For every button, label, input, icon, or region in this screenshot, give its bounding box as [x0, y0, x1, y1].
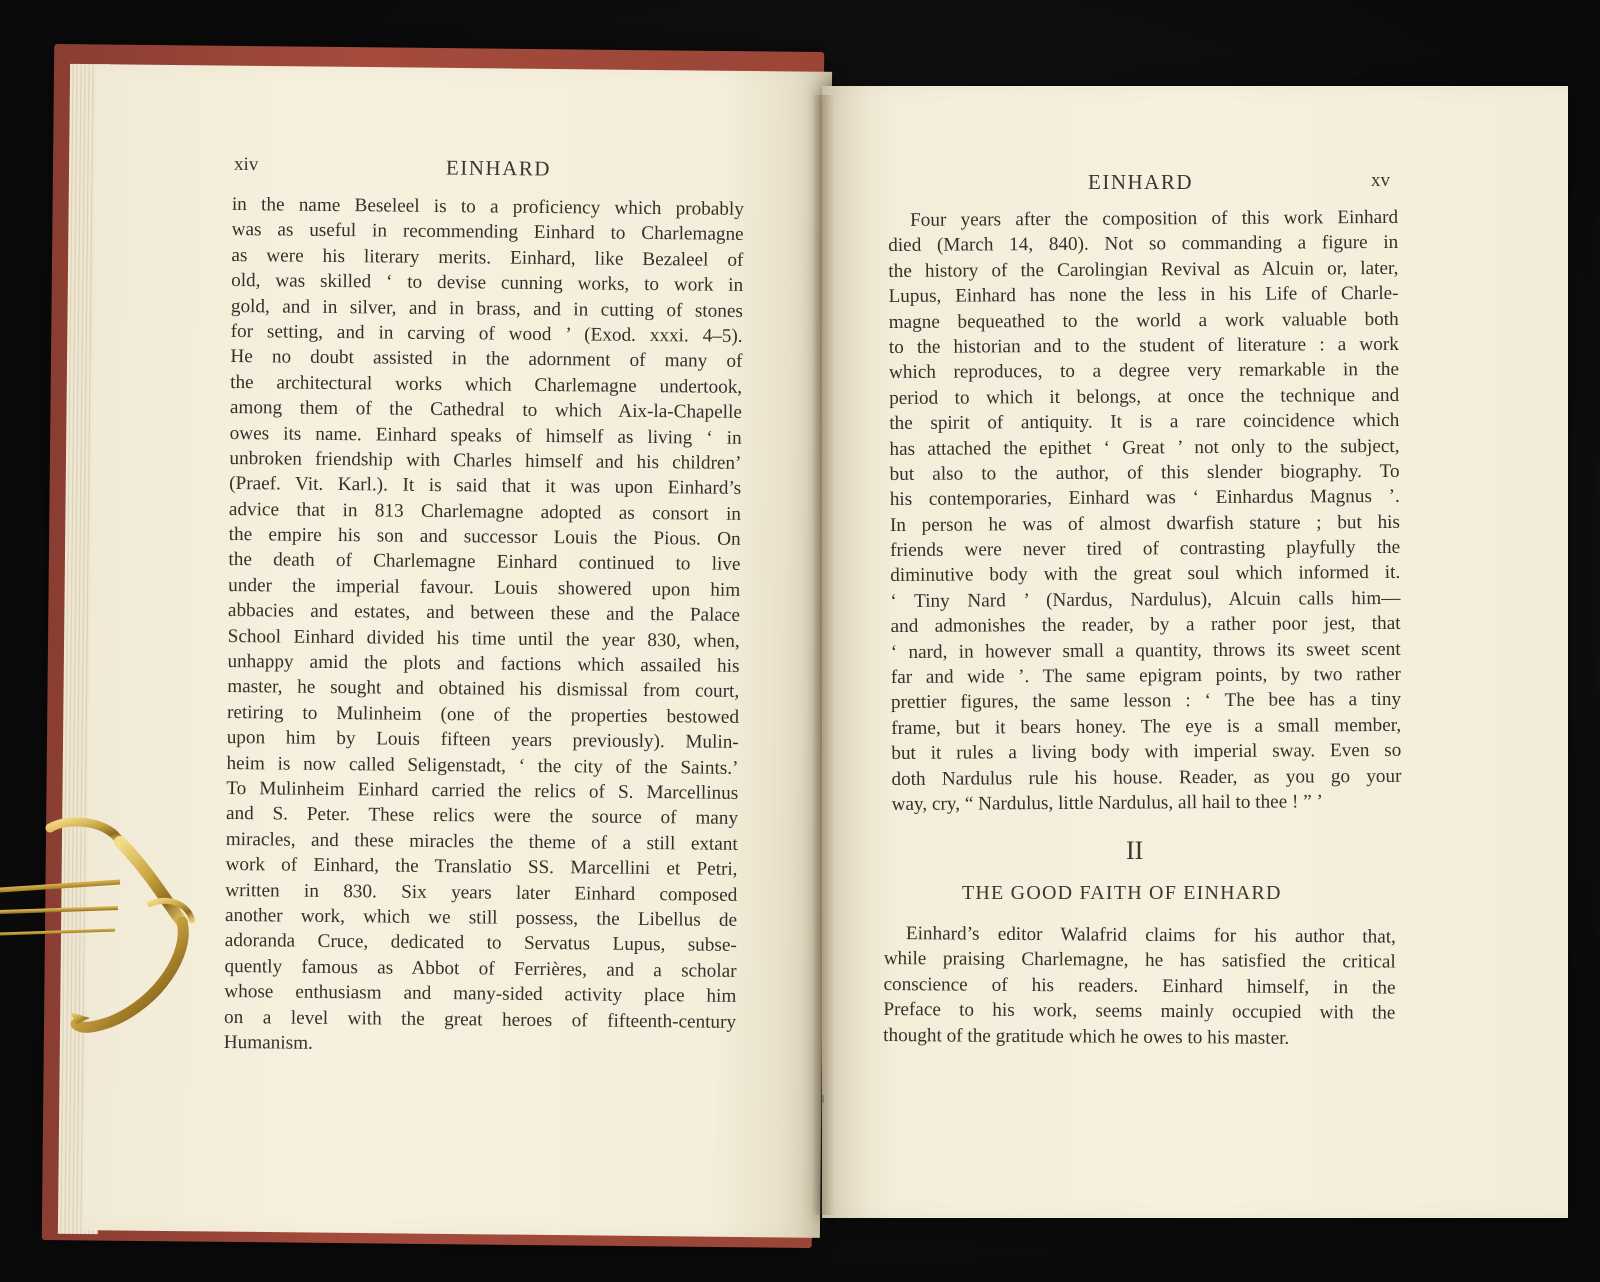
text-line: while praising Charlemagne, he has satisfied the critical: [883, 948, 1396, 973]
book-gutter: [812, 95, 834, 1215]
text-line: (Praef. Vit. Karl.). It is said that it was upon Einhard’s: [229, 473, 742, 500]
text-line: whose enthusiasm and many-sided activity place him: [224, 981, 737, 1007]
text-line: period to which it belongs, at once the technique and: [889, 384, 1400, 409]
text-line: ‘ Tiny Nard ’ (Nardus, Nardulus), Alcuin calls him—: [890, 587, 1401, 612]
text-line: unbroken friendship with Charles himself and his children’: [229, 447, 742, 474]
section-title: THE GOOD FAITH OF EINHARD: [962, 882, 1282, 904]
text-line: School Einhard divided his time until the year 830, when,: [227, 625, 740, 652]
text-line: magne bequeathed to the world a work valuable both: [888, 308, 1399, 333]
left-running-head: EINHARD: [445, 155, 552, 181]
text-line: died (March 14, 840). Not so commanding a figure in: [888, 232, 1399, 257]
text-line: gold, and in silver, and in brass, and in cutting of stones: [230, 295, 743, 322]
text-line: work of Einhard, the Translatio SS. Marcellini et Petri,: [225, 854, 738, 881]
text-line: conscience of his readers. Einhard himself, in the: [883, 973, 1396, 999]
left-page-text: [224, 192, 744, 1060]
text-line: Lupus, Einhard has none the less in his Life of Charle-: [888, 283, 1399, 308]
right-folio: xv: [1371, 170, 1390, 191]
text-line: old, was skilled ‘ to devise cunning works, to work in: [231, 270, 744, 297]
text-line: the death of Charlemagne Einhard continued to live: [228, 549, 741, 576]
right-running-head: EINHARD: [1088, 170, 1193, 194]
text-line: owes its name. Einhard speaks of himself as living ‘ in: [229, 422, 742, 449]
text-line: the empire his son and successor Louis the Pious. On: [228, 524, 741, 550]
text-line: heim is now called Seligenstadt, ‘ the city of the Saints.’: [226, 752, 739, 779]
text-line: under the imperial favour. Louis showered upon him: [228, 574, 741, 601]
text-line: way, cry, “ Nardulus, little Nardulus, all hail to thee ! ” ’: [891, 791, 1323, 815]
text-line: friends were never tired of contrasting playfully the: [890, 536, 1401, 562]
right-page-section-text: [883, 921, 1396, 1052]
text-line: master, he sought and obtained his dismissal from court,: [227, 676, 740, 703]
text-line: another work, which we still possess, the Libellus de: [224, 904, 738, 931]
text-line: upon him by Louis fifteen years previously). Mulin-: [226, 727, 739, 754]
text-line: retiring to Mulinheim (one of the properties bestowed: [226, 701, 740, 728]
text-line: in the name Beseleel is to a proficiency which probably: [231, 193, 744, 220]
text-line: as were his literary merits. Einhard, like Bezaleel of: [231, 244, 744, 271]
text-line: far and wide ’. The same epigram points, by two rather: [890, 663, 1401, 689]
text-line: abbacies and estates, and between these and the Palace: [227, 600, 741, 627]
text-line: his contemporaries, Einhard was ‘ Einhardus Magnus ’.: [889, 486, 1400, 511]
text-line: In person he was of almost dwarfish stature ; but his: [889, 511, 1400, 536]
text-line: quently famous as Abbot of Ferrières, and a scholar: [224, 955, 737, 982]
section-number: II: [1126, 836, 1144, 865]
right-page-text: [888, 205, 1402, 817]
text-line: to the historian and to the student of literature : a work: [888, 333, 1399, 358]
text-line: the history of the Carolingian Revival as Alcuin or, later,: [888, 257, 1399, 282]
text-line: advice that in 813 Charlemagne adopted as consort in: [228, 498, 742, 525]
page-mark: [822, 1095, 824, 1103]
text-line: but it rules a living body with imperial sway. Even so: [891, 740, 1402, 765]
text-line: was as useful in recommending Einhard to Charlemagne: [231, 219, 744, 246]
text-line: Humanism.: [223, 1031, 313, 1054]
text-line: doth Nardulus rule his house. Reader, as you go your: [891, 765, 1402, 790]
text-line: Einhard’s editor Walafrid claims for his author that,: [905, 923, 1396, 948]
text-line: miracles, and these miracles the theme of a still extant: [225, 828, 738, 855]
text-line: for setting, and in carving of wood ’ (Exod. xxxi. 4–5).: [230, 320, 743, 347]
text-line: written in 830. Six years later Einhard composed: [225, 879, 738, 906]
text-line: unhappy amid the plots and factions which assailed his: [227, 651, 740, 677]
text-line: adoranda Cruce, dedicated to Servatus Lupus, subse-: [224, 930, 737, 957]
text-line: He no doubt assisted in the adornment of many of: [230, 346, 743, 373]
text-line: but also to the author, of this slender biography. To: [889, 460, 1400, 485]
text-line: Four years after the composition of this work Einhard: [910, 206, 1399, 231]
text-line: frame, but it bears honey. The eye is a small member,: [891, 714, 1402, 739]
text-line: has attached the epithet ‘ Great ’ not only to the subject,: [889, 435, 1400, 460]
text-line: Preface to his work, seems mainly occupied with the: [883, 999, 1396, 1024]
text-line: diminutive body with the great soul which informed it.: [890, 562, 1401, 587]
text-line: and admonishes the reader, by a rather poor jest, that: [890, 613, 1401, 638]
text-line: To Mulinheim Einhard carried the relics of S. Marcellinus: [226, 777, 739, 804]
text-line: and S. Peter. These relics were the source of many: [225, 803, 739, 830]
text-line: prettier figures, the same lesson : ‘ The bee has a tiny: [890, 689, 1402, 714]
left-folio: xiv: [233, 153, 259, 176]
text-line: ‘ nard, in however small a quantity, throws its sweet scent: [890, 638, 1401, 663]
text-line: thought of the gratitude which he owes to his master.: [883, 1024, 1290, 1049]
text-line: among them of the Cathedral to which Aix-la-Chapelle: [229, 397, 743, 424]
text-line: on a level with the great heroes of fifteenth-century: [223, 1006, 737, 1033]
text-line: which reproduces, to a degree very remarkable in the: [888, 359, 1400, 384]
text-line: the architectural works which Charlemagne undertook,: [230, 371, 743, 398]
anchor-bookmark-icon: [0, 812, 200, 1042]
text-line: the spirit of antiquity. It is a rare coincidence which: [889, 410, 1400, 435]
